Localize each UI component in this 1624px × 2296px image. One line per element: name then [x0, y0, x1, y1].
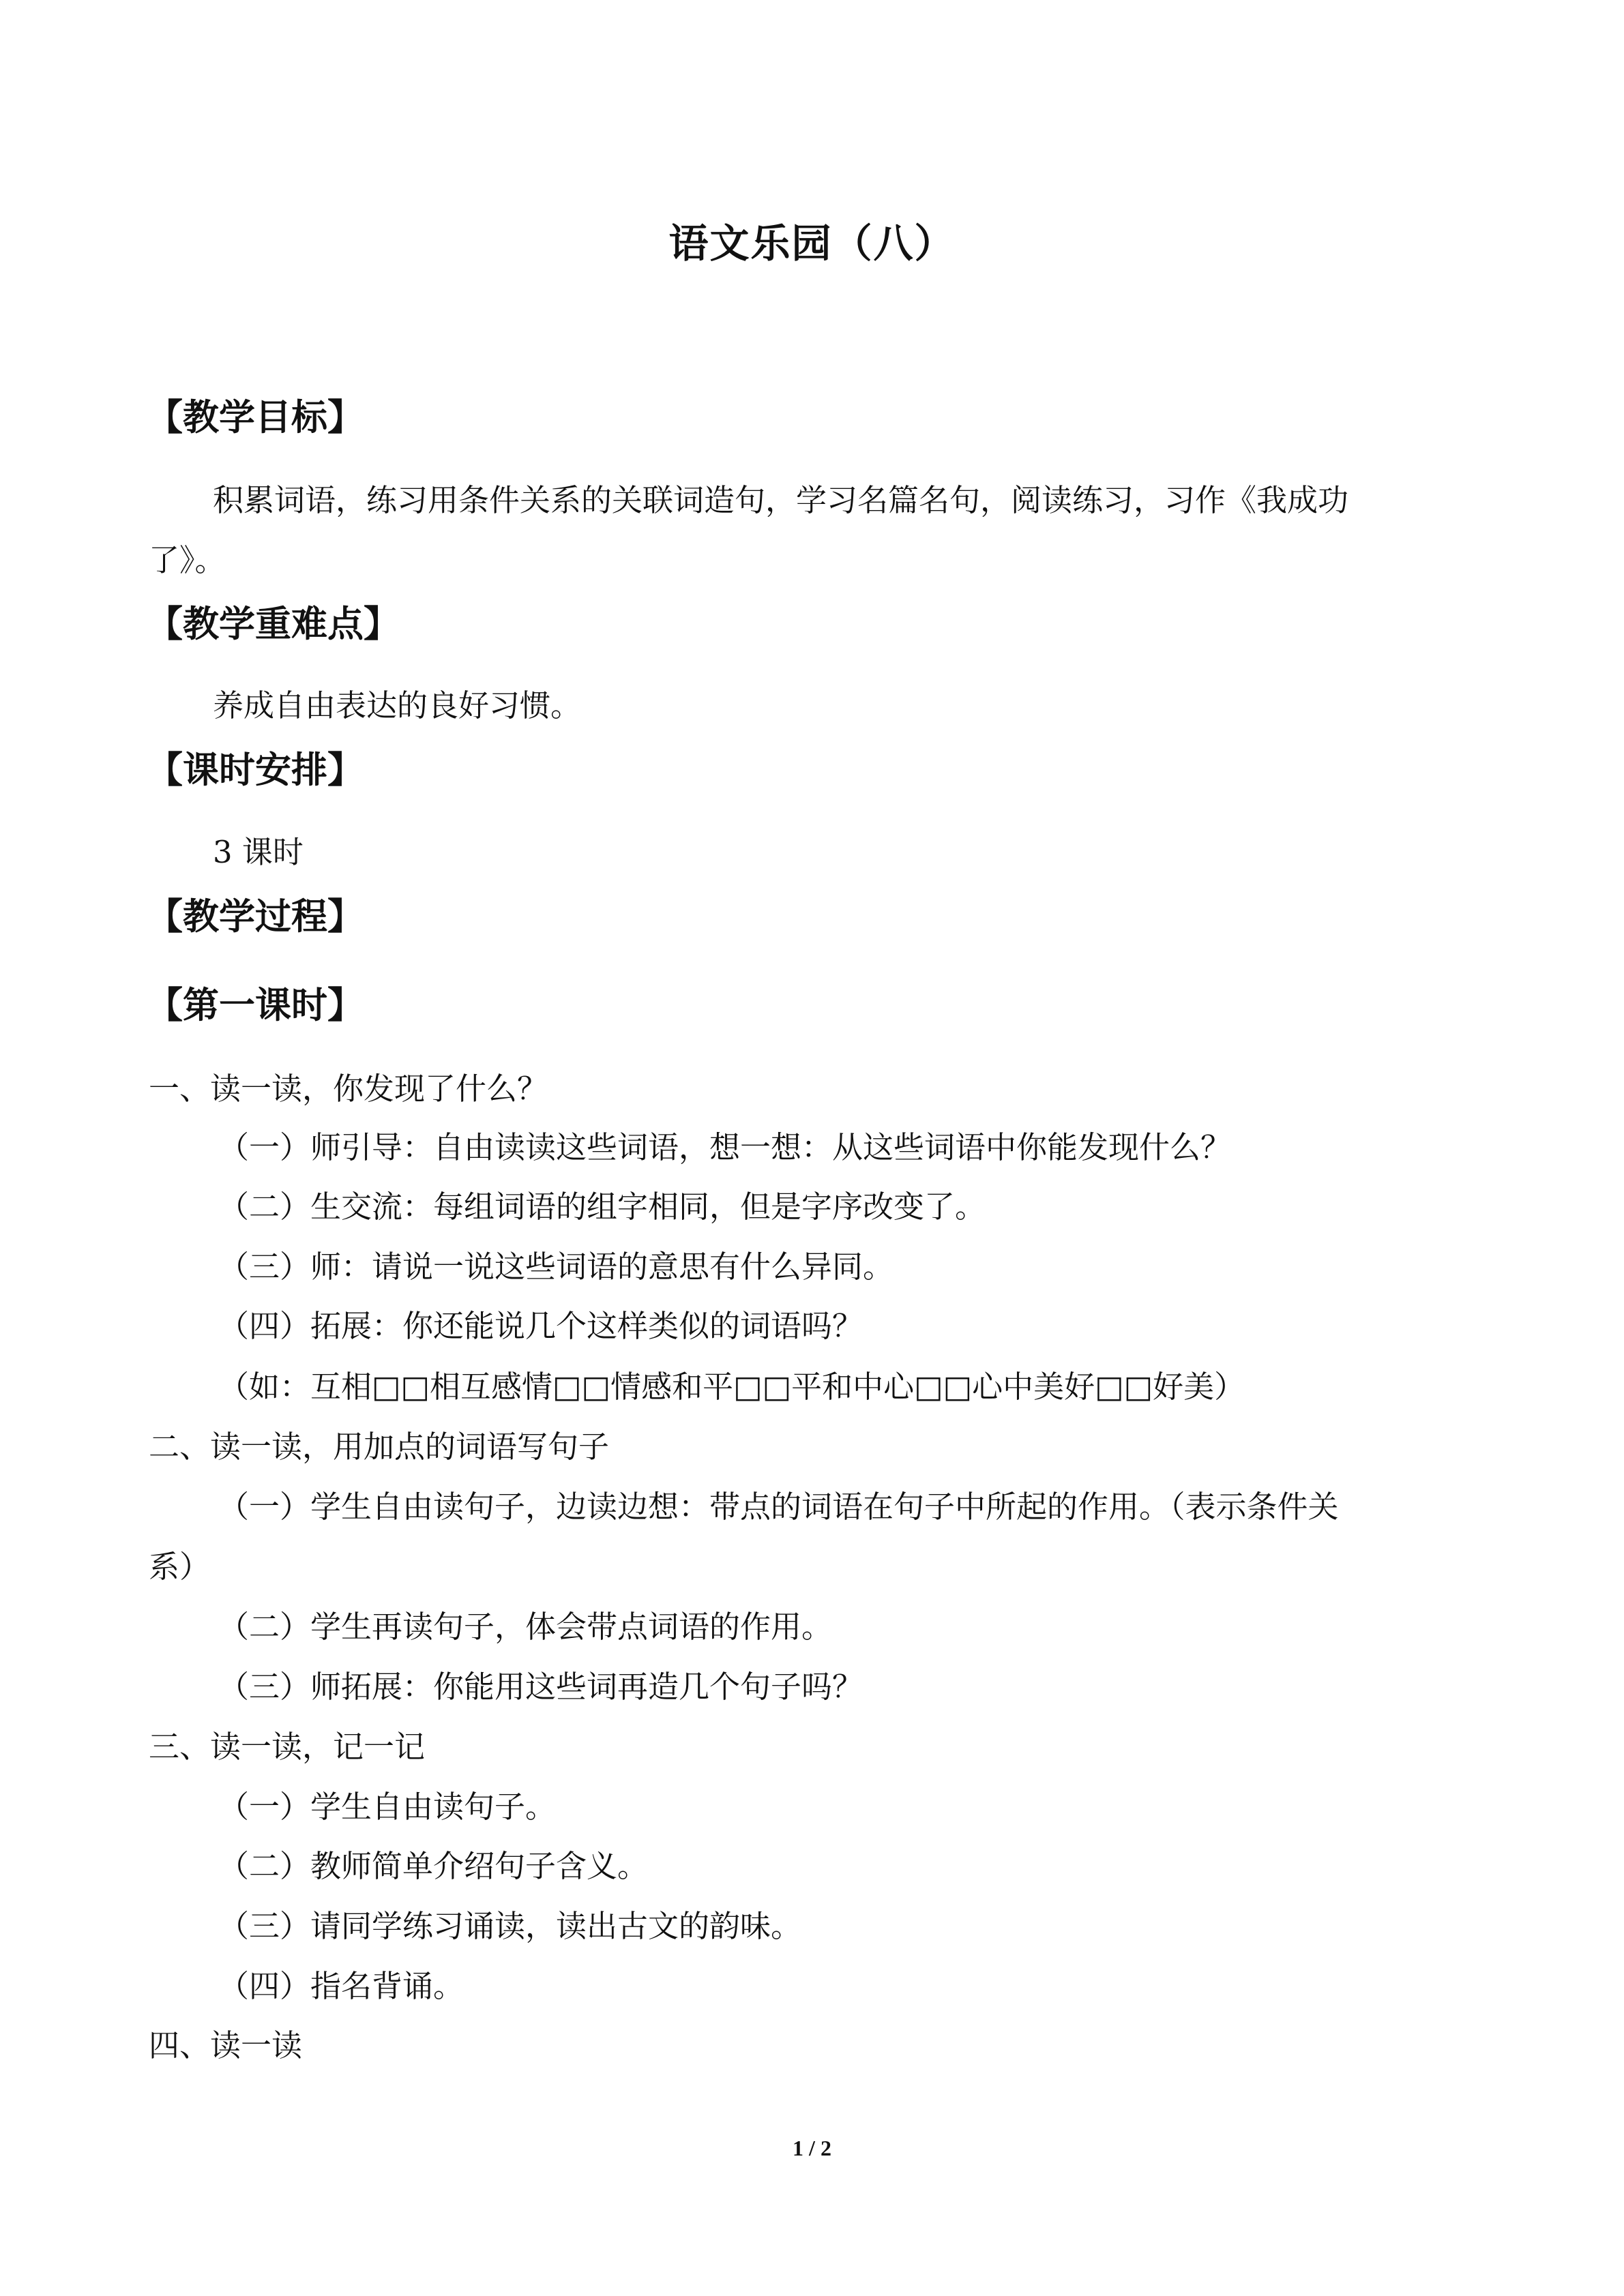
goal-text-line1: 积累词语，练习用条件关系的关联词造句，学习名篇名句，阅读练习，习作《我成功: [213, 482, 1349, 518]
part3-item: （一）学生自由读句子。: [218, 1789, 557, 1825]
part3-item: （三）请同学练习诵读，读出古文的韵味。: [218, 1908, 802, 1944]
part1-title: 一、读一读，你发现了什么？: [149, 1071, 548, 1107]
schedule-heading: 【课时安排】: [147, 749, 364, 791]
goal-text-line2: 了》。: [149, 542, 226, 578]
part2-item: （三）师拓展：你能用这些词再造几个句子吗？: [218, 1669, 863, 1705]
part3-title: 三、读一读，记一记: [149, 1729, 426, 1765]
process-heading: 【教学过程】: [147, 896, 364, 938]
key-text: 养成自由表达的良好习惯。: [213, 687, 582, 724]
lesson1-heading: 【第一课时】: [147, 985, 364, 1026]
part2-title: 二、读一读，用加点的词语写句子: [149, 1429, 610, 1465]
part3-item: （二）教师简单介绍句子含义。: [218, 1848, 649, 1884]
part4-title: 四、读一读: [149, 2027, 303, 2063]
page-number: 1 / 2: [793, 2136, 831, 2160]
part3-item: （四）指名背诵。: [218, 1968, 464, 2004]
part1-item: （三）师：请说一说这些词语的意思有什么异同。: [218, 1249, 894, 1285]
part1-item: （一）师引导：自由读读这些词语，想一想：从这些词语中你能发现什么？: [218, 1129, 1232, 1165]
part2-item1-line2: 系）: [149, 1549, 211, 1585]
part2-item1-line1: （一）学生自由读句子，边读边想：带点的词语在句子中所起的作用。（表示条件关: [218, 1489, 1339, 1525]
part1-item: （二）生交流：每组词语的组字相同，但是字序改变了。: [218, 1189, 986, 1225]
part2-item: （二）学生再读句子，体会带点词语的作用。: [218, 1609, 833, 1645]
key-heading: 【教学重难点】: [147, 603, 400, 645]
goal-heading: 【教学目标】: [147, 397, 364, 438]
part1-item: （四）拓展：你还能说几个这样类似的词语吗？: [218, 1308, 863, 1344]
schedule-text: 3 课时: [213, 834, 304, 870]
part1-item: （如：互相□□相互感情□□情感和平□□平和中心□□心中美好□□好美）: [218, 1369, 1245, 1405]
page-title: 语文乐园（八）: [668, 220, 956, 267]
